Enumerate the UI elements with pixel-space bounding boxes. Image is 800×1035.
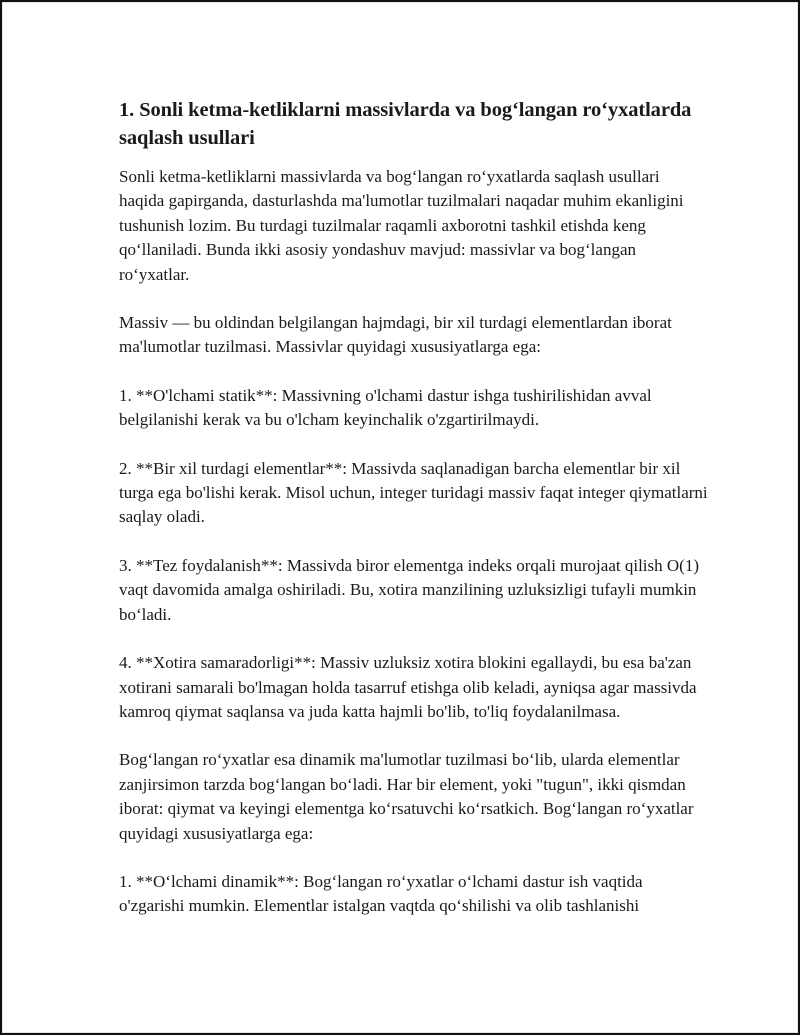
paragraph-array-access: 3. **Tez foydalanish**: Massivda biror elementga indeks orqali murojaat qilish O(1) vaqt davomida amalga oshiriladi. Bu, xotira manzilining uzluksizligi tufayli mumkin bo‘ladi. bbox=[119, 555, 699, 624]
paragraph-intro: Sonli ketma-ketliklarni massivlarda va bog‘langan ro‘yxatlarda saqlash usullari haqida gapirganda, dasturlashda ma'lumotlar tuzilmalari naqadar muhim ekanligini tushunish lozim. Bu turdagi tuzilmalar raqamli axborotni tashkil etishda keng qo‘llaniladi. Bunda ikki asosiy yondashuv mavjud: massivlar va bog‘langan ro‘yxatlar. bbox=[119, 167, 684, 284]
paragraph-linked-list-size: 1. **O‘lchami dinamik**: Bog‘langan ro‘yxatlar o‘lchami dastur ish vaqtida o'zgarishi mumkin. Elementlar istalgan vaqtda qo‘shilishi va olib tashlanishi bbox=[119, 871, 643, 916]
paragraph-array-type: 2. **Bir xil turdagi elementlar**: Massivda saqlanadigan barcha elementlar bir xil turga ega bo'lishi kerak. Misol uchun, integer turidagi massiv faqat integer qiymatlarni saqlay oladi. bbox=[119, 458, 708, 527]
paragraph-linked-list-definition: Bog‘langan ro‘yxatlar esa dinamik ma'lumotlar tuzilmasi bo‘lib, ularda elementlar zanjirsimon tarzda bog‘langan bo‘ladi. Har bir element, yoki "tugun", ikki qismdan iborat: qiymat va keyingi elementga ko‘rsatuvchi ko‘rsatkich. Bog‘langan ro‘yxatlar quyidagi xususiyatlarga ega: bbox=[119, 750, 694, 843]
section-heading: 1. Sonli ketma-ketliklarni massivlarda va bog‘langan ro‘yxatlarda saqlash usullari bbox=[119, 99, 692, 149]
paragraph-array-memory: 4. **Xotira samaradorligi**: Massiv uzluksiz xotira blokini egallaydi, bu esa ba'zan xotirani samarali bo'lmagan holda tasarruf etishga olib keladi, ayniqsa agar massivda kamroq qiymat saqlansa va juda katta hajmli bo'lib, to'liq foydalanilmasa. bbox=[119, 653, 697, 721]
paragraph-array-definition: Massiv — bu oldindan belgilangan hajmdagi, bir xil turdagi elementlardan iborat ma'lumotlar tuzilmasi. Massivlar quyidagi xususiyatlarga ega: bbox=[119, 313, 672, 357]
document-body bbox=[119, 96, 709, 919]
paragraph-array-size: 1. **O'lchami statik**: Massivning o'lchami dastur ishga tushirilishidan avval belgilanishi kerak va bu o'lcham keyinchalik o'zgartirilmaydi. bbox=[119, 385, 652, 430]
